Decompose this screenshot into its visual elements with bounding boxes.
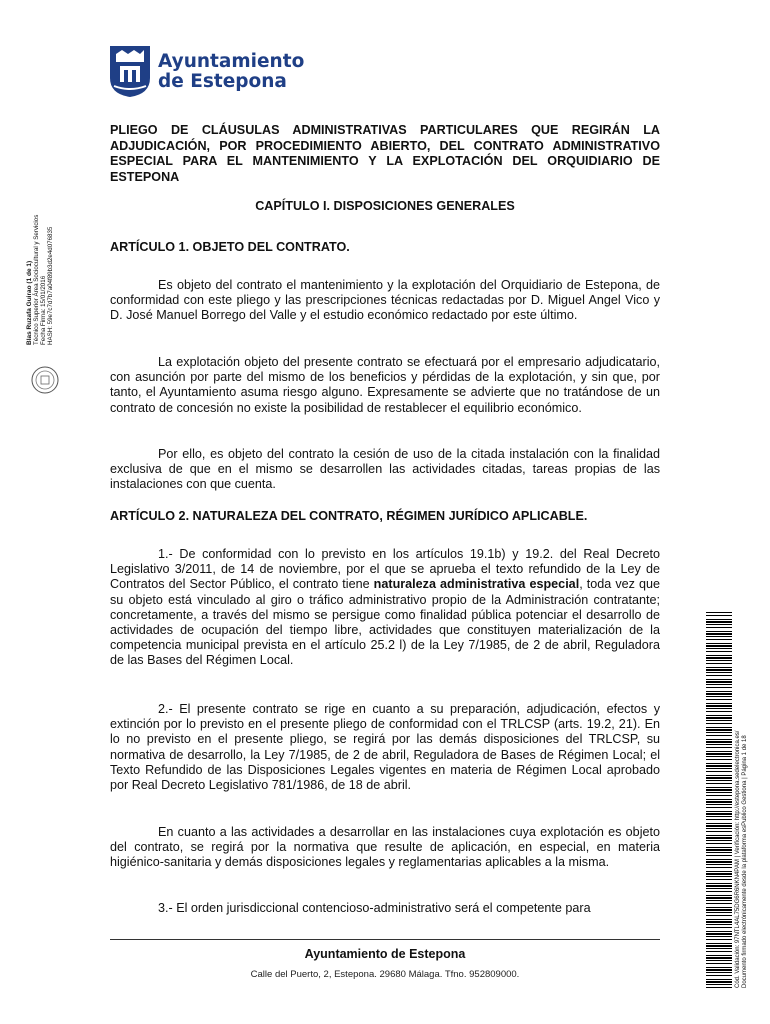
footer-address: Calle del Puerto, 2, Estepona. 29680 Málaga. Tfno. 952809000. bbox=[250, 969, 520, 980]
org-name-line1: Ayuntamiento bbox=[158, 51, 305, 72]
org-name bbox=[158, 52, 304, 92]
paragraph-5: 2.- El presente contrato se rige en cuanto a su preparación, adjudicación, efectos y extinción por lo previsto en el presente pliego de conformidad con el TRLCSP (arts. 19.2, 21). En lo no previsto en el presente pliego, se regirá por las demás disposiciones del TRLCSP, su normativa de desarrollo, la Ley 7/1985, de 2 de abril, Reguladora de Bases de Régimen Local; el Texto Refundido de las Disposiciones Legales vigentes en materia de Régimen Local aprobado por Real Decreto Legislativo 781/1986, de 18 de abril. bbox=[110, 702, 660, 793]
org-name-line2: de Estepona bbox=[158, 71, 287, 92]
paragraph-3: Por ello, es objeto del contrato la cesión de uso de la citada instalación con la finalidad exclusiva de que en el mismo se desarrollen las actividades citadas, tareas propias de las instalaciones con que cuenta. bbox=[110, 447, 660, 492]
paragraph-4-bold: naturaleza administrativa especial bbox=[373, 577, 580, 592]
verification-line-1: Cód. Validación: 97NTL4AL75DG6R6NKN4PAM | Verificación: http://estepona.sedelectronica.es/ bbox=[735, 730, 741, 988]
coat-of-arms-icon bbox=[108, 42, 152, 98]
article-1-heading: ARTÍCULO 1. OBJETO DEL CONTRATO. bbox=[110, 240, 350, 254]
document-title: PLIEGO DE CLÁUSULAS ADMINISTRATIVAS PARTICULARES QUE REGIRÁN LA ADJUDICACIÓN, POR PROCEDIMIENTO ABIERTO, DEL CONTRATO ADMINISTRATIVO ESPECIAL PARA EL MANTENIMIENTO Y LA EXPLOTACIÓN DEL ORQUIDIARIO DE ESTEPONA bbox=[110, 123, 660, 184]
paragraph-1: Es objeto del contrato el mantenimiento y la explotación del Orquidiario de Estepona, de conformidad con este pliego y las prescripciones técnicas redactadas por D. Miguel Angel Vico y D. José Manuel Borrego del Valle y el estudio económico redactado por este último. bbox=[110, 278, 660, 323]
signature-hash: HASH: 59e7c7d7b7a04f89b3d2e4d076835 bbox=[47, 226, 54, 345]
paragraph-7: 3.- El orden jurisdiccional contencioso-administrativo será el competente para bbox=[158, 901, 591, 915]
signature-block bbox=[26, 185, 70, 345]
paragraph-4-text-a: 1.- De conformidad con lo previsto en los artículos 19.1b) y 19.2. del Real Decreto Legislativo 3/2011, de 14 de noviembre, por el que se aprueba el texto refundido de la Ley de Contratos del Sector Público, el contrato tiene bbox=[110, 547, 660, 592]
footer-divider bbox=[110, 939, 660, 940]
paragraph-4-text-b: , toda vez que su objeto está vinculado al giro o tráfico administrativo propio de la Administración contratante; concretamente, a través del mismo se persigue como finalidad pública potenciar el desarrollo de actividades de ocupación del tiempo libre, actividades que constituyen materialización de la competencia municipal prevista en el artículo 25.2 l) de la Ley 7/1985, de 2 de abril, Reguladora de las Bases del Régimen Local. bbox=[110, 577, 661, 668]
paragraph-4 bbox=[110, 547, 660, 669]
paragraph-2: La explotación objeto del presente contrato se efectuará por el empresario adjudicatario, con asunción por parte del mismo de los beneficios y pérdidas de la explotación, y sin que, por tanto, el Ayuntamiento asuma riesgo alguno. Expresamente se advierte que no tratándose de un contrato de concesión no existe la posibilidad de restablecer el equilibrio económico. bbox=[110, 355, 660, 415]
article-2-heading: ARTÍCULO 2. NATURALEZA DEL CONTRATO, RÉGIMEN JURÍDICO APLICABLE. bbox=[110, 509, 588, 523]
verification-text bbox=[735, 608, 749, 988]
barcode-icon bbox=[706, 612, 732, 988]
chapter-heading: CAPÍTULO I. DISPOSICIONES GENERALES bbox=[255, 199, 515, 213]
footer-org-name: Ayuntamiento de Estepona bbox=[304, 947, 466, 961]
signer-name: Blas Ruzafa Guirao (1 de 1) bbox=[26, 260, 33, 345]
signer-role: Técnico Superior Área Sociocultural y Servicios bbox=[33, 214, 40, 345]
official-seal-icon bbox=[30, 365, 60, 395]
verification-line-2: Documento firmado electrónicamente desde la plataforma esPublico Gestiona | Página 1 de 18 bbox=[742, 735, 748, 988]
ayuntamiento-logo bbox=[108, 42, 305, 100]
paragraph-6: En cuanto a las actividades a desarrollar en las instalaciones cuya explotación es objeto del contrato, se regirá por la normativa que resulte de aplicación, en especial, en materia higiénico-sanitaria y demás disposiciones legales y reglamentarias aplicables a la misma. bbox=[110, 825, 660, 870]
signature-date: Fecha Firma: 15/01/2016 bbox=[40, 275, 47, 345]
